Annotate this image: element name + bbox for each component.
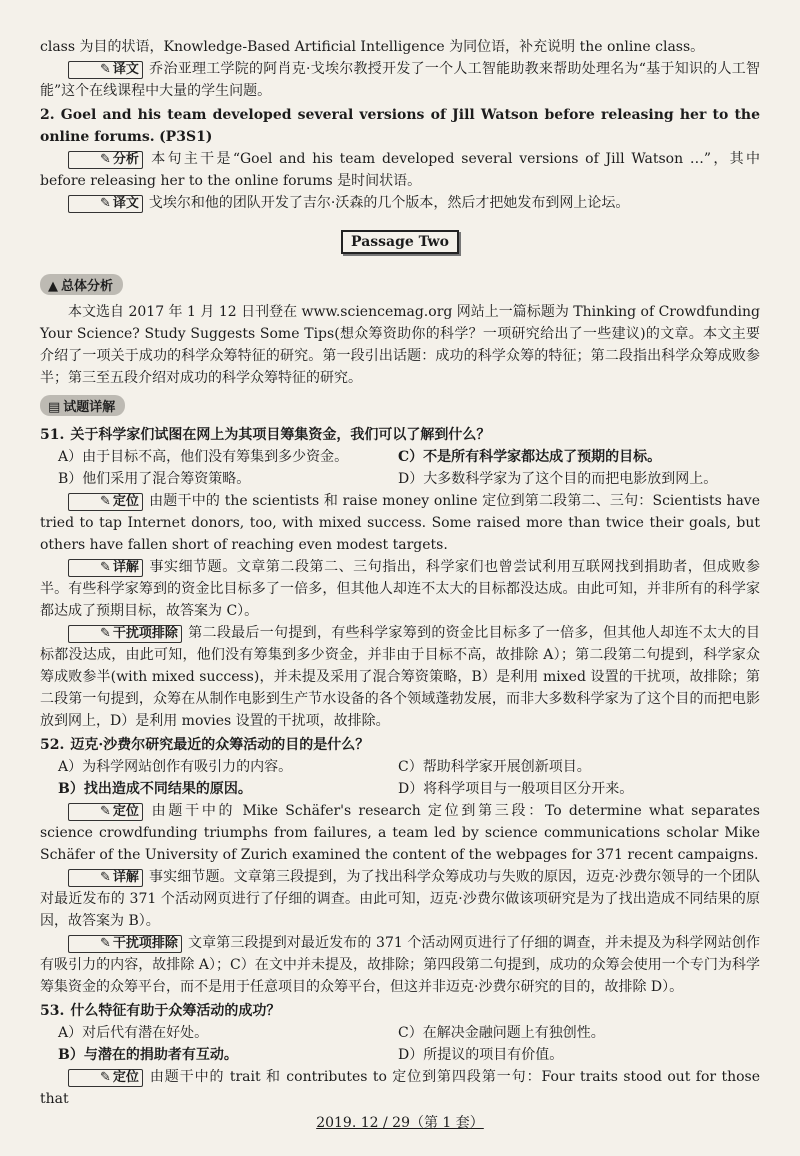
q52-distract: ✎ 干扰项排除 文章第三段提到对最近发布的 371 个活动网页进行了仔细的调查，并未提及为科学网站创作有吸引力的内容，故排除 A）；C）在文中并未提及，故排除；第四段第二句提到，成功的众筹会使用一个专门为科学筹集资金的众筹平台，而不是用于任意项目的众筹平台，但这并非迈克·沙费尔研究的目的，故排除 D）。 [40, 935, 760, 995]
option-a: A）为科学网站创作有吸引力的内容。 [58, 759, 293, 775]
item-2-analysis: ✎ 分析 本句主干是“Goel and his team developed several versions of Jill Watson …”，其中 before releasing her to the online forums 是时间状语。 [40, 151, 760, 189]
option-d: D）所提议的项目有价值。 [398, 1047, 564, 1063]
option-b-answer: B）与潜在的捐助者有互动。 [58, 1047, 238, 1063]
locate-tag: ✎ 定位 [68, 493, 143, 511]
option-c: C）在解决金融问题上有独创性。 [398, 1025, 605, 1041]
q52-explain: ✎ 详解 事实细节题。文章第三段提到，为了找出科学众筹成功与失败的原因，迈克·沙费尔领导的一个团队对最近发布的 371 个活动网页进行了仔细的调查。由此可知，迈克·沙费尔做该项研究是为了找出造成不同结果的原因，故答案为 B）。 [40, 869, 760, 929]
q51-locate: ✎ 定位 由题干中的 the scientists 和 raise money online 定位到第二段第二、三句：Scientists have tried to tap Internet donors, too, with mixed success. Some raised more than twice their goals, but others have fallen short of reaching even modest targets. [40, 493, 760, 553]
option-a: A）由于目标不高，他们没有筹集到多少资金。 [58, 449, 349, 465]
pen-icon: ✎ [100, 196, 111, 211]
option-b: B）他们采用了混合筹资策略。 [58, 471, 251, 487]
carryover-line: class 为目的状语，Knowledge-Based Artificial Intelligence 为同位语，补充说明 the online class。 [40, 39, 705, 55]
q51-distract: ✎ 干扰项排除 第二段最后一句提到，有些科学家筹到的资金比目标多了一倍多，但其他人却连不太大的目标都没达成，由此可知，他们没有筹集到多少资金，并非由于目标不高，故排除 A）；第二段第二句提到，科学家众筹成败参半(with mixed success)，并未提及采用了混合筹资策略，B）是利用 mixed 设置的干扰项，故排除；第二段第一句提到，众筹在从制作电影到生产节水设备的各个领域蓬勃发展，而非大多数科学家为了这个目的而把电影放到网上，D）是利用 movies 设置的干扰项，故排除。 [40, 625, 760, 729]
pen-icon: ✎ [100, 1070, 111, 1085]
distractor-tag: ✎ 干扰项排除 [68, 935, 182, 953]
pen-icon: ✎ [100, 936, 111, 951]
option-b-answer: B）找出造成不同结果的原因。 [58, 781, 252, 797]
pen-icon: ✎ [100, 62, 111, 77]
translation-paragraph: ✎ 译文 乔治亚理工学院的阿肖克·戈埃尔教授开发了一个人工智能助教来帮助处理名为“基于知识的人工智能”这个在线课程中大量的学生问题。 [40, 61, 760, 99]
pen-icon: ✎ [100, 152, 111, 167]
question-51-options [40, 446, 760, 490]
distractor-tag: ✎ 干扰项排除 [68, 625, 182, 643]
pen-icon: ✎ [100, 804, 111, 819]
analysis-tag: ✎ 分析 [68, 151, 143, 169]
translation-tag: ✎ 译文 [68, 195, 143, 213]
passage-title: Passage Two [341, 230, 459, 254]
overview-section-tag: ▲ 总体分析 [40, 274, 123, 295]
question-51: 51. 关于科学家们试图在网上为其项目筹集资金，我们可以了解到什么？ [40, 427, 491, 443]
pen-icon: ✎ [100, 626, 111, 641]
option-c-answer: C）不是所有科学家都达成了预期的目标。 [398, 449, 662, 465]
pen-icon: ✎ [100, 870, 111, 885]
passage-heading [40, 230, 760, 254]
item-2-translation: ✎ 译文 戈埃尔和他的团队开发了吉尔·沃森的几个版本，然后才把她发布到网上论坛。 [40, 192, 760, 214]
page-footer: 2019. 12 / 29（第 1 套） [316, 1115, 484, 1131]
question-52-options [40, 756, 760, 800]
locate-tag: ✎ 定位 [68, 803, 143, 821]
q51-explain: ✎ 详解 事实细节题。文章第二段第二、三句指出，科学家们也曾尝试利用互联网找到捐助者，但成败参半。有些科学家筹到的资金比目标多了一倍多，但其他人却连不太大的目标都没达成。由此可知，并非所有的科学家都达成了预期目标，故答案为 C）。 [40, 559, 760, 619]
detail-section-tag: ▤ 试题详解 [40, 395, 125, 416]
option-c: C）帮助科学家开展创新项目。 [398, 759, 591, 775]
option-d: D）将科学项目与一般项目区分开来。 [398, 781, 634, 797]
question-52: 52. 迈克·沙费尔研究最近的众筹活动的目的是什么？ [40, 737, 370, 753]
explain-tag: ✎ 详解 [68, 559, 143, 577]
item-2-sentence: 2. Goel and his team developed several versions of Jill Watson before releasing her to the online forums. (P3S1) [40, 107, 761, 145]
option-a: A）对后代有潜在好处。 [58, 1025, 209, 1041]
question-53: 53. 什么特征有助于众筹活动的成功？ [40, 1003, 281, 1019]
book-icon: ▤ [48, 400, 61, 415]
locate-tag: ✎ 定位 [68, 1069, 143, 1087]
translation-tag: ✎ 译文 [68, 61, 143, 79]
pen-icon: ✎ [100, 560, 111, 575]
question-53-options [40, 1022, 760, 1066]
q52-locate: ✎ 定位 由题干中的 Mike Schäfer's research 定位到第三段：To determine what separates science crowdfunding triumphs from failures, a team led by science communications scholar Mike Schäfer of the University of Zurich examined the content of the webpages for 371 recent campaigns. [40, 803, 760, 863]
explain-tag: ✎ 详解 [68, 869, 143, 887]
q53-locate: ✎ 定位 由题干中的 trait 和 contributes to 定位到第四段第一句：Four traits stood out for those that [40, 1069, 760, 1107]
overview-text: 本文选自 2017 年 1 月 12 日刊登在 www.sciencemag.org 网站上一篇标题为 Thinking of Crowdfunding Your Science? Study Suggests Some Tips(想众筹资助你的科学？一项研究给出了一些建议)的文章。本文主要介绍了一项关于成功的科学众筹特征的研究。第一段引出话题：成功的科学众筹的特征；第二段指出科学众筹成败参半；第三至五段介绍对成功的科学众筹特征的研究。 [40, 304, 760, 386]
option-d: D）大多数科学家为了这个目的而把电影放到网上。 [398, 471, 718, 487]
mountain-icon: ▲ [48, 279, 58, 294]
pen-icon: ✎ [100, 494, 111, 509]
